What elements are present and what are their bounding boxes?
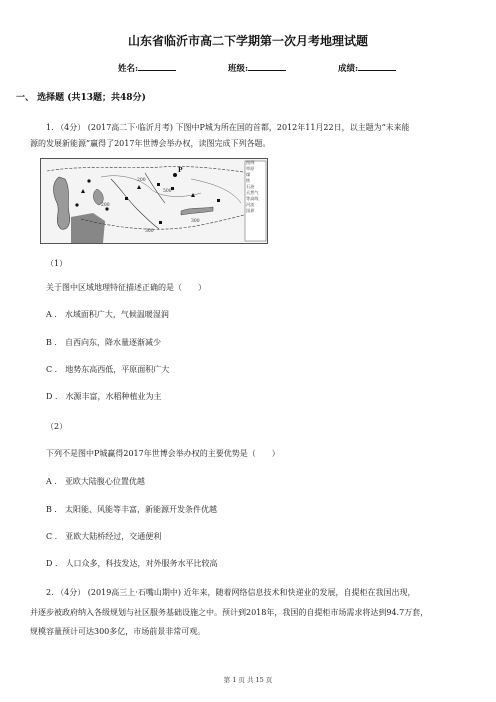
- legend-item-iron: 铁: [246, 178, 251, 183]
- q2-stem-line1: 2. （4分） (2019高三上·石嘴山期中) 近年来，随着网络信息技术和快递业的发展，自提柜在我国出现，: [46, 588, 416, 597]
- option-c[interactable]: C ． 亚欧大陆桥经过，交通便利: [46, 532, 162, 541]
- page-title: 山东省临沂市高二下学期第一次月考地理试题: [127, 34, 368, 48]
- legend-item-contour: 等高线: [246, 196, 259, 201]
- option-b[interactable]: B ． 太阳能、风能等丰富，新能源开发条件优越: [46, 505, 217, 514]
- page-footer: 第 1 页 共 15 页: [223, 676, 273, 684]
- q2-stem-line3: 规模容量预计可达300多亿，市场前景非常可观。: [30, 627, 206, 636]
- score-label: 成绩:: [338, 64, 359, 74]
- contour-label: 300: [191, 219, 200, 224]
- contour-label: 500: [163, 189, 172, 194]
- map-drawing: [41, 159, 267, 243]
- section-heading: 一、 选择题 (共13题；共48分): [16, 93, 146, 103]
- coal-marker: [125, 197, 128, 200]
- option-d[interactable]: D ． 人口众多，科技发达，对外服务水平比较高: [46, 559, 218, 568]
- q1-stem-line2: 源的发展新能源”赢得了2017年世博会举办权，读图完成下列各题。: [30, 139, 271, 148]
- option-c[interactable]: C ． 地势东高西低，平原面积广大: [46, 365, 170, 374]
- contour-label: 200: [137, 178, 146, 183]
- map-legend: [246, 160, 266, 214]
- option-a[interactable]: A ． 水域面积广大，气候温暖湿润: [46, 310, 169, 319]
- class-field: [228, 62, 286, 74]
- contour-label: 200: [101, 203, 110, 208]
- legend-title: 图例: [246, 160, 255, 165]
- legend-item-coal: 煤: [246, 172, 251, 177]
- score-field: [338, 62, 396, 74]
- legend-item-gas: 天然气: [246, 190, 259, 195]
- class-blank-line: [248, 63, 286, 71]
- score-blank-line: [358, 63, 396, 71]
- legend-item-oil: 石油: [246, 184, 255, 189]
- legend-item-border: 国界: [246, 208, 255, 213]
- coal-marker: [217, 199, 220, 202]
- sub-question-stem: 下列不是图中P城赢得2017年世博会举办权的主要优势是（ ）: [46, 449, 280, 458]
- q2-stem-line2: 并逐步被政府纳入各级规划与社区服务基础设施之中。预计到2018年，我国的自提柜市场需求将达到94.7万套，: [30, 608, 429, 617]
- capital-p-label: P: [178, 167, 183, 174]
- name-label: 姓名:: [118, 64, 139, 74]
- legend-item-grassland: 草原: [246, 166, 255, 171]
- legend-item-river: 河流: [246, 202, 255, 207]
- coal-marker: [159, 221, 162, 224]
- oil-marker: [87, 179, 90, 182]
- contour-label: 300: [145, 229, 154, 234]
- q1-stem-line1: 1. （4分） (2017高二下·临沂月考) 下图中P城为所在国的首都，2012年11月22日，以主题为“未来能: [46, 123, 410, 132]
- q1-map-figure: [40, 158, 268, 244]
- coal-marker: [157, 183, 160, 186]
- option-a[interactable]: A ． 亚欧大陆腹心位置优越: [46, 477, 145, 486]
- oil-marker: [75, 203, 78, 206]
- name-field: [118, 62, 176, 74]
- sub-question-number: （2）: [46, 422, 68, 431]
- sub-question-stem: 关于图中区域地理特征描述正确的是（ ）: [46, 283, 206, 292]
- capital-p-marker: [173, 173, 177, 177]
- name-blank-line: [138, 63, 176, 71]
- option-b[interactable]: B ． 自西向东，降水量逐渐减少: [46, 338, 161, 347]
- sub-question-number: （1）: [46, 259, 68, 268]
- option-d[interactable]: D ． 水源丰富，水稻种植业为主: [46, 392, 162, 401]
- class-label: 班级:: [228, 64, 249, 74]
